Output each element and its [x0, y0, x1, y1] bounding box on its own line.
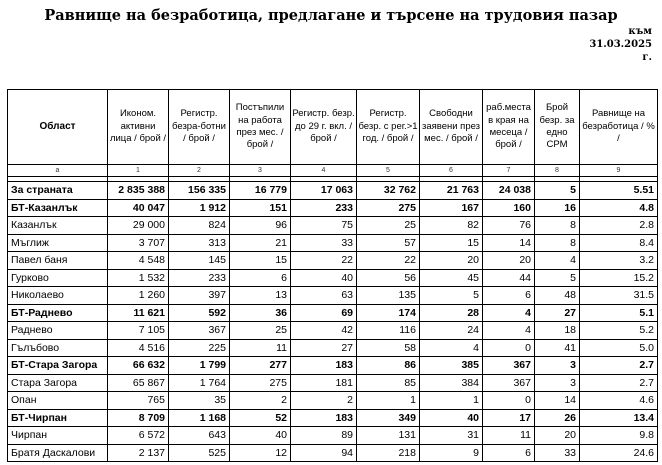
region-name: Мъглиж [8, 234, 108, 252]
value-cell: 14 [483, 234, 535, 252]
value-cell: 44 [483, 269, 535, 287]
value-cell: 367 [483, 374, 535, 392]
value-cell: 31.5 [580, 287, 658, 305]
value-cell: 275 [230, 374, 291, 392]
region-name: БТ-Казанлък [8, 199, 108, 217]
value-cell: 0 [483, 339, 535, 357]
header-vacancies-month: Свободни заявени през мес. / брой / [420, 90, 483, 165]
table-row [8, 304, 658, 322]
value-cell: 367 [483, 357, 535, 375]
value-cell: 75 [291, 217, 357, 235]
value-cell: 41 [535, 339, 580, 357]
value-cell: 1 168 [169, 409, 230, 427]
value-cell: 592 [169, 304, 230, 322]
index-cell: 7 [483, 165, 535, 177]
value-cell: 63 [291, 287, 357, 305]
value-cell: 48 [535, 287, 580, 305]
value-cell: 86 [357, 357, 420, 375]
value-cell: 313 [169, 234, 230, 252]
value-cell: 385 [420, 357, 483, 375]
region-name: БТ-Стара Загора [8, 357, 108, 375]
header-per-vacancy: Брой безр. за едно СРМ [535, 90, 580, 165]
region-name: Николаево [8, 287, 108, 305]
table-body [8, 182, 658, 462]
region-name: Павел баня [8, 252, 108, 270]
value-cell: 4 [535, 252, 580, 270]
value-cell: 15 [230, 252, 291, 270]
index-cell: 2 [169, 165, 230, 177]
value-cell: 5.2 [580, 322, 658, 340]
value-cell: 11 [230, 339, 291, 357]
value-cell: 1 260 [108, 287, 169, 305]
header-longterm: Регистр. безр. с рег.>1 год. / брой / [357, 90, 420, 165]
value-cell: 57 [357, 234, 420, 252]
value-cell: 167 [420, 199, 483, 217]
value-cell: 11 [483, 427, 535, 445]
value-cell: 1 799 [169, 357, 230, 375]
table-row [8, 374, 658, 392]
value-cell: 2 137 [108, 444, 169, 462]
value-cell: 20 [535, 427, 580, 445]
date-value: 31.03.2025 [589, 39, 652, 50]
value-cell: 15.2 [580, 269, 658, 287]
value-cell: 45 [420, 269, 483, 287]
value-cell: 36 [230, 304, 291, 322]
value-cell: 4 516 [108, 339, 169, 357]
index-cell: 4 [291, 165, 357, 177]
value-cell: 116 [357, 322, 420, 340]
index-cell: 3 [230, 165, 291, 177]
value-cell: 1 764 [169, 374, 230, 392]
table-row [8, 199, 658, 217]
value-cell: 14 [535, 392, 580, 410]
value-cell: 26 [535, 409, 580, 427]
region-name: Опан [8, 392, 108, 410]
value-cell: 384 [420, 374, 483, 392]
value-cell: 349 [357, 409, 420, 427]
value-cell: 28 [420, 304, 483, 322]
value-cell: 3.2 [580, 252, 658, 270]
value-cell: 32 762 [357, 182, 420, 200]
value-cell: 96 [230, 217, 291, 235]
value-cell: 16 [535, 199, 580, 217]
table-row [8, 234, 658, 252]
value-cell: 5.0 [580, 339, 658, 357]
value-cell: 5 [535, 269, 580, 287]
value-cell: 151 [230, 199, 291, 217]
table-row [8, 427, 658, 445]
value-cell: 5.1 [580, 304, 658, 322]
table-row [8, 269, 658, 287]
value-cell: 9 [420, 444, 483, 462]
value-cell: 5 [535, 182, 580, 200]
header-rate: Равнище на безработица / % / [580, 90, 658, 165]
value-cell: 225 [169, 339, 230, 357]
value-cell: 6 [483, 287, 535, 305]
value-cell: 765 [108, 392, 169, 410]
value-cell: 40 047 [108, 199, 169, 217]
value-cell: 0 [483, 392, 535, 410]
value-cell: 160 [483, 199, 535, 217]
table-row [8, 392, 658, 410]
value-cell: 4.6 [580, 392, 658, 410]
value-cell: 6 [230, 269, 291, 287]
value-cell: 40 [420, 409, 483, 427]
value-cell: 27 [535, 304, 580, 322]
report-title: Равнище на безработица, предлагане и търсене на трудовия пазар [44, 7, 618, 24]
region-name: Раднево [8, 322, 108, 340]
index-cell: 8 [535, 165, 580, 177]
value-cell: 3 [535, 374, 580, 392]
value-cell: 1 532 [108, 269, 169, 287]
value-cell: 6 [483, 444, 535, 462]
value-cell: 85 [357, 374, 420, 392]
value-cell: 1 [420, 392, 483, 410]
value-cell: 40 [230, 427, 291, 445]
index-cell: а [8, 165, 108, 177]
value-cell: 233 [291, 199, 357, 217]
index-cell: 5 [357, 165, 420, 177]
value-cell: 20 [483, 252, 535, 270]
header-youth: Регистр. безр. до 29 г. вкл. / брой / [291, 90, 357, 165]
value-cell: 218 [357, 444, 420, 462]
value-cell: 22 [291, 252, 357, 270]
region-name: Гурково [8, 269, 108, 287]
value-cell: 27 [291, 339, 357, 357]
value-cell: 145 [169, 252, 230, 270]
value-cell: 20 [420, 252, 483, 270]
value-cell: 8 [535, 234, 580, 252]
value-cell: 33 [535, 444, 580, 462]
value-cell: 8 [535, 217, 580, 235]
value-cell: 367 [169, 322, 230, 340]
region-name: Братя Даскалови [8, 444, 108, 462]
value-cell: 8.4 [580, 234, 658, 252]
value-cell: 643 [169, 427, 230, 445]
table-row [8, 357, 658, 375]
value-cell: 76 [483, 217, 535, 235]
value-cell: 42 [291, 322, 357, 340]
table-row [8, 339, 658, 357]
value-cell: 82 [420, 217, 483, 235]
value-cell: 233 [169, 269, 230, 287]
value-cell: 40 [291, 269, 357, 287]
value-cell: 3 707 [108, 234, 169, 252]
region-name: Стара Загора [8, 374, 108, 392]
value-cell: 2 [291, 392, 357, 410]
value-cell: 183 [291, 409, 357, 427]
value-cell: 65 867 [108, 374, 169, 392]
value-cell: 21 763 [420, 182, 483, 200]
value-cell: 7 105 [108, 322, 169, 340]
value-cell: 183 [291, 357, 357, 375]
region-name: За страната [8, 182, 108, 200]
value-cell: 22 [357, 252, 420, 270]
value-cell: 94 [291, 444, 357, 462]
table-row [8, 444, 658, 462]
value-cell: 174 [357, 304, 420, 322]
value-cell: 13 [230, 287, 291, 305]
table-row [8, 322, 658, 340]
value-cell: 66 632 [108, 357, 169, 375]
value-cell: 35 [169, 392, 230, 410]
header-row [8, 90, 658, 165]
value-cell: 13.4 [580, 409, 658, 427]
value-cell: 24 [420, 322, 483, 340]
value-cell: 17 [483, 409, 535, 427]
value-cell: 25 [230, 322, 291, 340]
table-row [8, 217, 658, 235]
value-cell: 11 621 [108, 304, 169, 322]
header-vacancies-end: раб.места в края на месеца / брой / [483, 90, 535, 165]
index-cell: 6 [420, 165, 483, 177]
value-cell: 33 [291, 234, 357, 252]
value-cell: 397 [169, 287, 230, 305]
region-name: БТ-Раднево [8, 304, 108, 322]
value-cell: 2.8 [580, 217, 658, 235]
value-cell: 4 548 [108, 252, 169, 270]
value-cell: 5.51 [580, 182, 658, 200]
value-cell: 277 [230, 357, 291, 375]
value-cell: 21 [230, 234, 291, 252]
value-cell: 4 [483, 322, 535, 340]
header-region: Област [8, 90, 108, 165]
value-cell: 2 835 388 [108, 182, 169, 200]
value-cell: 12 [230, 444, 291, 462]
value-cell: 156 335 [169, 182, 230, 200]
unemployment-table [7, 89, 658, 462]
value-cell: 824 [169, 217, 230, 235]
value-cell: 89 [291, 427, 357, 445]
table-row [8, 409, 658, 427]
value-cell: 9.8 [580, 427, 658, 445]
value-cell: 3 [535, 357, 580, 375]
header-active: Иконом. активни лица / брой / [108, 90, 169, 165]
table-row [8, 252, 658, 270]
value-cell: 17 063 [291, 182, 357, 200]
index-cell: 9 [580, 165, 658, 177]
header-registered: Регистр. безра-ботни / брой / [169, 90, 230, 165]
value-cell: 52 [230, 409, 291, 427]
value-cell: 16 779 [230, 182, 291, 200]
value-cell: 1 [357, 392, 420, 410]
value-cell: 4 [420, 339, 483, 357]
table-row [8, 182, 658, 200]
table-row [8, 287, 658, 305]
value-cell: 135 [357, 287, 420, 305]
region-name: Гълъбово [8, 339, 108, 357]
value-cell: 8 709 [108, 409, 169, 427]
region-name: БТ-Чирпан [8, 409, 108, 427]
region-name: Чирпан [8, 427, 108, 445]
header-hired: Постъпили на работа през мес. / брой / [230, 90, 291, 165]
value-cell: 131 [357, 427, 420, 445]
value-cell: 1 912 [169, 199, 230, 217]
value-cell: 6 572 [108, 427, 169, 445]
report-date [589, 25, 652, 64]
value-cell: 2.7 [580, 374, 658, 392]
value-cell: 31 [420, 427, 483, 445]
index-cell: 1 [108, 165, 169, 177]
value-cell: 58 [357, 339, 420, 357]
value-cell: 29 000 [108, 217, 169, 235]
value-cell: 56 [357, 269, 420, 287]
value-cell: 25 [357, 217, 420, 235]
date-prefix: към [628, 26, 652, 37]
date-suffix: г. [642, 52, 652, 63]
value-cell: 2 [230, 392, 291, 410]
value-cell: 181 [291, 374, 357, 392]
value-cell: 15 [420, 234, 483, 252]
value-cell: 2.7 [580, 357, 658, 375]
value-cell: 4.8 [580, 199, 658, 217]
value-cell: 275 [357, 199, 420, 217]
value-cell: 69 [291, 304, 357, 322]
index-row [8, 165, 658, 177]
value-cell: 525 [169, 444, 230, 462]
value-cell: 5 [420, 287, 483, 305]
value-cell: 4 [483, 304, 535, 322]
region-name: Казанлък [8, 217, 108, 235]
value-cell: 24.6 [580, 444, 658, 462]
value-cell: 18 [535, 322, 580, 340]
value-cell: 24 038 [483, 182, 535, 200]
